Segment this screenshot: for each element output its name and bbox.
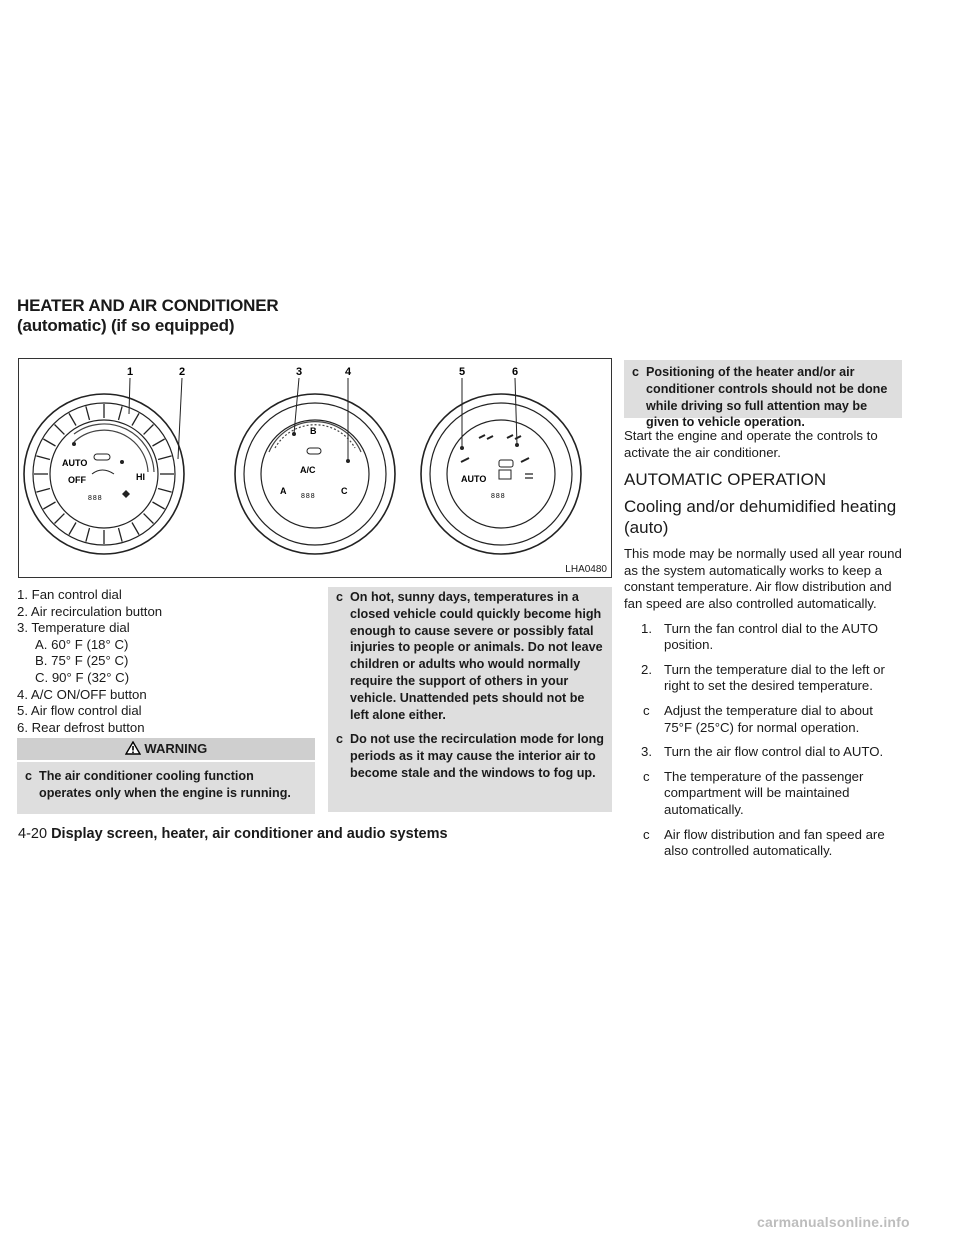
heading-automatic-operation: AUTOMATIC OPERATION (624, 470, 827, 490)
svg-text:888: 888 (88, 495, 103, 502)
bullet-mark: c (632, 365, 640, 379)
legend-subitem: A. 60° F (18° C) (35, 636, 129, 652)
warning-label: WARNING (144, 741, 208, 756)
climate-control-dials-illustration (19, 359, 610, 576)
bullet-mark: c (25, 769, 33, 783)
warning-box-left (17, 762, 315, 814)
bullet-mark: c (643, 826, 650, 842)
warning-item (23, 768, 309, 802)
warning-item (630, 364, 896, 431)
legend-item: 6. Rear defrost button (17, 719, 145, 735)
figure-legend-list (17, 587, 312, 736)
section-title-line1: HEATER AND AIR CONDITIONER (17, 296, 279, 315)
dial2-b-label: B (310, 426, 317, 436)
operation-steps (624, 621, 904, 860)
dial2-ac-label: A/C (300, 465, 316, 475)
callout-4: 4 (345, 366, 352, 378)
step-bullet (624, 827, 904, 860)
figure-code: LHA0480 (565, 564, 607, 575)
step-number: 3. (641, 744, 652, 760)
bullet-text: Air flow distribution and fan speed are also controlled automatically. (664, 826, 885, 859)
step-number: 1. (641, 620, 652, 636)
legend-item: 5. Air flow control dial (17, 703, 142, 719)
dial3-auto-label: AUTO (461, 474, 487, 484)
mode-description: This mode may be normally used all year round as the system automatically works to keep a constant temperature. Air flow distribution and fan speed are also controlled automatically. (624, 546, 902, 611)
dial1-auto-label: AUTO (62, 458, 88, 468)
step-text: Turn the temperature dial to the left or right to set the desired temperature. (664, 661, 885, 694)
legend-subitem: B. 75° F (25° C) (35, 653, 129, 669)
climate-control-figure (18, 358, 612, 578)
step-bullet (624, 703, 904, 736)
callout-1: 1 (127, 366, 134, 378)
warning-item-text: Do not use the recirculation mode for long periods as it may cause the interior air to become stale and the windows to fog up. (350, 732, 604, 780)
section-title (17, 296, 278, 336)
warning-triangle-icon (125, 741, 141, 755)
dial1-hi-label: HI (136, 472, 145, 482)
step-text: Turn the air flow control dial to AUTO. (664, 744, 884, 760)
heading-cooling-heating: Cooling and/or dehumidified heating (auto) (624, 497, 897, 538)
step-item (624, 662, 904, 695)
callout-6: 6 (512, 366, 519, 378)
legend-item: 1. Fan control dial (17, 587, 122, 602)
fan-control-dial-illustration (24, 394, 184, 554)
legend-item: 3. Temperature dial (17, 620, 130, 636)
page-footer (18, 826, 448, 842)
step-number: 2. (641, 661, 652, 677)
bullet-mark: c (643, 702, 650, 718)
dial1-off-label: OFF (68, 475, 86, 485)
bullet-mark: c (336, 590, 344, 604)
callout-2: 2 (179, 366, 186, 378)
legend-item: 2. Air recirculation button (17, 603, 163, 619)
chapter-title: Display screen, heater, air conditioner and audio systems (51, 826, 448, 842)
svg-text:888: 888 (301, 493, 316, 500)
dial2-a-label: A (280, 486, 287, 496)
step-item (624, 621, 904, 654)
dial2-c-label: C (341, 486, 348, 496)
watermark: carmanualsonline.info (757, 1214, 910, 1230)
warning-box-middle (328, 587, 612, 812)
legend-item: 4. A/C ON/OFF button (17, 686, 147, 702)
bullet-mark: c (336, 732, 344, 747)
temperature-dial-illustration (235, 394, 395, 554)
page-number: 4-20 (18, 826, 48, 842)
warning-item (334, 589, 606, 723)
step-bullet (624, 769, 904, 819)
step-text: Turn the fan control dial to the AUTO position. (664, 620, 879, 653)
warning-item-text: Positioning of the heater and/or air conditioner controls should not be done while driving so full attention may be given to vehicle operation. (646, 365, 888, 430)
svg-text:888: 888 (491, 493, 506, 500)
warning-item-text: On hot, sunny days, temperatures in a closed vehicle could quickly become high enough to cause severe or possibly fatal injuries to people or animals. Do not leave children or adults who would normally require the support of others in your vehicle. Unattended pets should not be left alone either. (350, 590, 603, 722)
legend-subitem: C. 90° F (32° C) (35, 669, 130, 685)
bullet-text: Adjust the temperature dial to about 75°F (25°C) for normal operation. (664, 702, 873, 735)
air-flow-dial-illustration (421, 394, 581, 554)
intro-paragraph: Start the engine and operate the controls to activate the air conditioner. (624, 428, 878, 460)
step-item (624, 744, 904, 761)
warning-header (17, 738, 315, 760)
warning-item-text: The air conditioner cooling function operates only when the engine is running. (39, 769, 291, 800)
callout-3: 3 (296, 366, 303, 378)
right-column (624, 428, 904, 868)
callout-5: 5 (459, 366, 466, 378)
warning-item (334, 731, 606, 781)
warning-box-right (624, 360, 902, 430)
bullet-text: The temperature of the passenger compartment will be maintained automatically. (664, 768, 864, 817)
bullet-mark: c (643, 768, 650, 784)
section-title-line2: (automatic) (if so equipped) (17, 316, 235, 335)
